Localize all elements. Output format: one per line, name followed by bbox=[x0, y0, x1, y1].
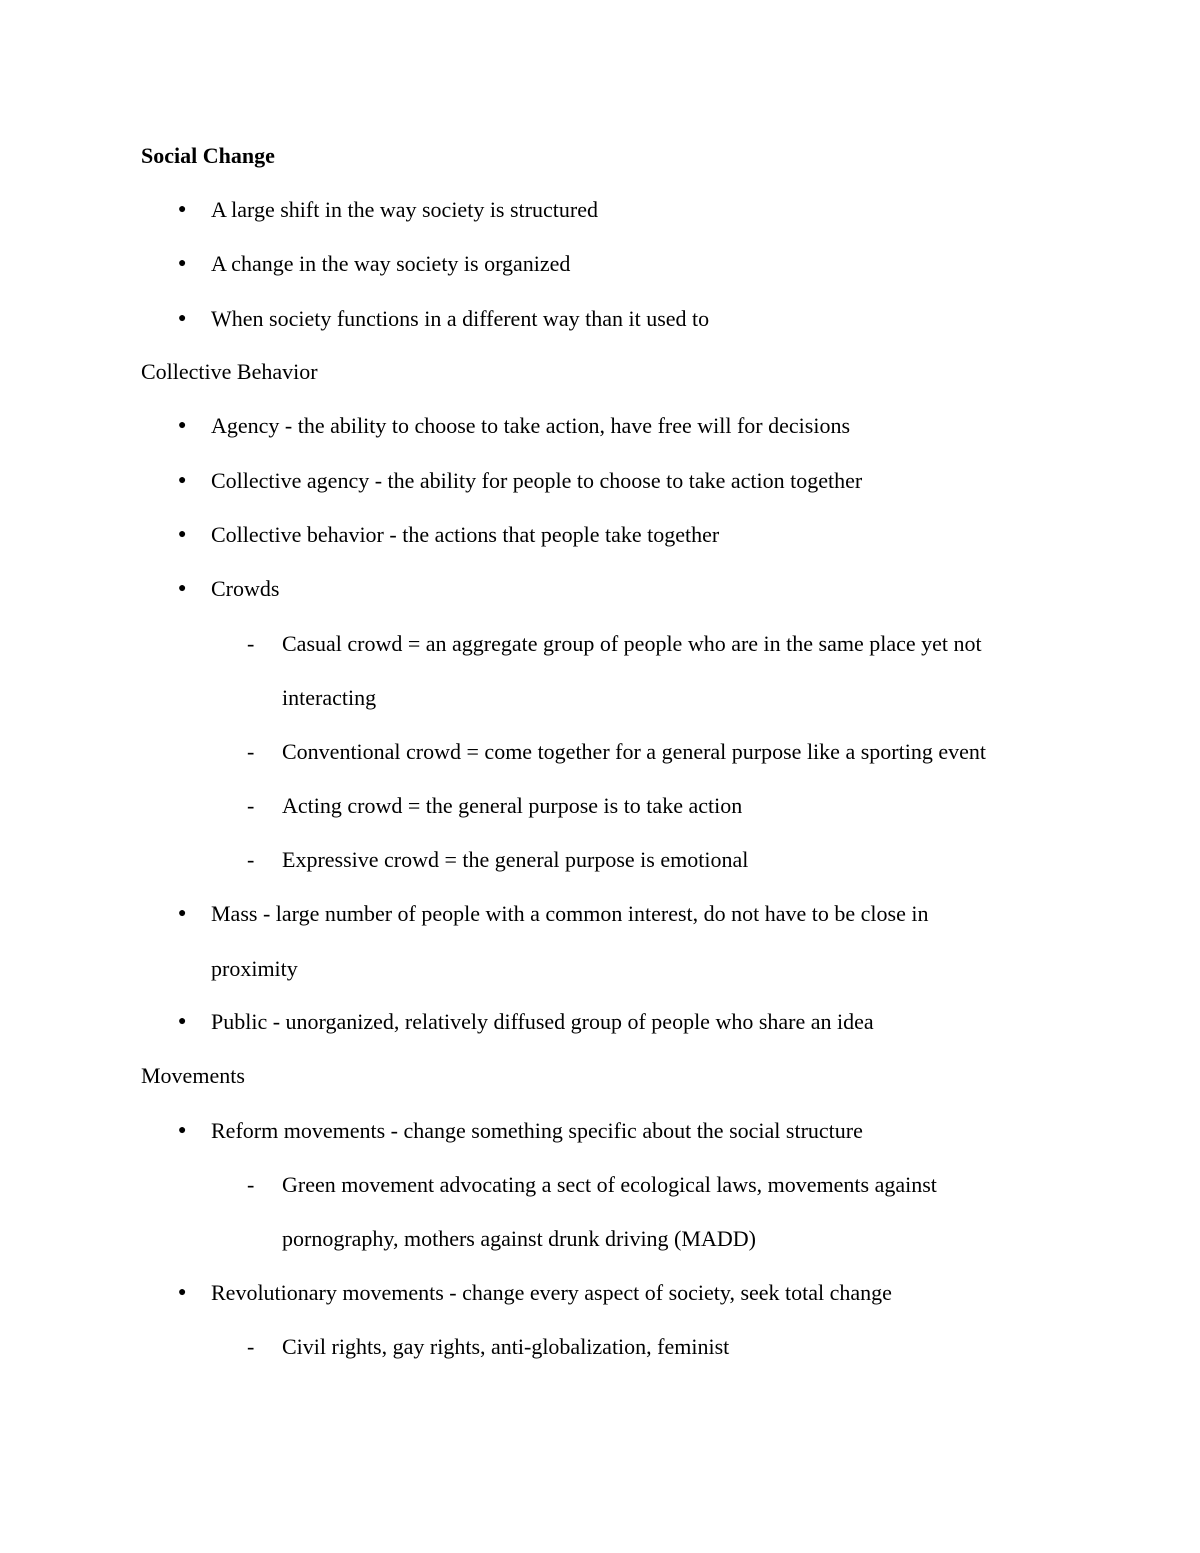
sub-list-item: Civil rights, gay rights, anti-globalization, feminist bbox=[282, 1334, 730, 1359]
bullet-icon: ● bbox=[178, 1014, 187, 1029]
heading-social-change: Social Change bbox=[141, 143, 275, 168]
dash-icon: - bbox=[247, 1172, 255, 1197]
sub-list-item: Acting crowd = the general purpose is to take action bbox=[282, 793, 743, 818]
list-item: Public - unorganized, relatively diffused group of people who share an idea bbox=[211, 1009, 874, 1034]
list-item: When society functions in a different way than it used to bbox=[211, 306, 710, 331]
list-item-continuation: proximity bbox=[211, 956, 298, 981]
list-item: Mass - large number of people with a common interest, do not have to be close in bbox=[211, 901, 929, 926]
list-item: Collective behavior - the actions that people take together bbox=[211, 522, 720, 547]
bullet-icon: ● bbox=[178, 581, 187, 596]
dash-icon: - bbox=[247, 1334, 255, 1359]
bullet-icon: ● bbox=[178, 311, 187, 326]
list-item: A change in the way society is organized bbox=[211, 251, 571, 276]
bullet-icon: ● bbox=[178, 906, 187, 921]
list-item: Reform movements - change something specific about the social structure bbox=[211, 1118, 863, 1143]
heading-movements: Movements bbox=[141, 1063, 245, 1088]
bullet-icon: ● bbox=[178, 473, 187, 488]
bullet-icon: ● bbox=[178, 418, 187, 433]
bullet-icon: ● bbox=[178, 256, 187, 271]
bullet-icon: ● bbox=[178, 527, 187, 542]
heading-collective-behavior: Collective Behavior bbox=[141, 359, 318, 384]
sub-list-item-continuation: pornography, mothers against drunk driving (MADD) bbox=[282, 1226, 756, 1251]
sub-list-item: Expressive crowd = the general purpose is emotional bbox=[282, 847, 749, 872]
list-item: Revolutionary movements - change every aspect of society, seek total change bbox=[211, 1280, 892, 1305]
list-item: Collective agency - the ability for people to choose to take action together bbox=[211, 468, 863, 493]
dash-icon: - bbox=[247, 793, 255, 818]
sub-list-item: Conventional crowd = come together for a general purpose like a sporting event bbox=[282, 739, 986, 764]
sub-list-item: Green movement advocating a sect of ecological laws, movements against bbox=[282, 1172, 937, 1197]
dash-icon: - bbox=[247, 739, 255, 764]
list-item: A large shift in the way society is structured bbox=[211, 197, 598, 222]
dash-icon: - bbox=[247, 847, 255, 872]
bullet-icon: ● bbox=[178, 1285, 187, 1300]
bullet-icon: ● bbox=[178, 1123, 187, 1138]
sub-list-item-continuation: interacting bbox=[282, 685, 377, 710]
list-item: Agency - the ability to choose to take action, have free will for decisions bbox=[211, 413, 851, 438]
list-item: Crowds bbox=[211, 576, 280, 601]
dash-icon: - bbox=[247, 631, 255, 656]
sub-list-item: Casual crowd = an aggregate group of people who are in the same place yet not bbox=[282, 631, 982, 656]
bullet-icon: ● bbox=[178, 202, 187, 217]
